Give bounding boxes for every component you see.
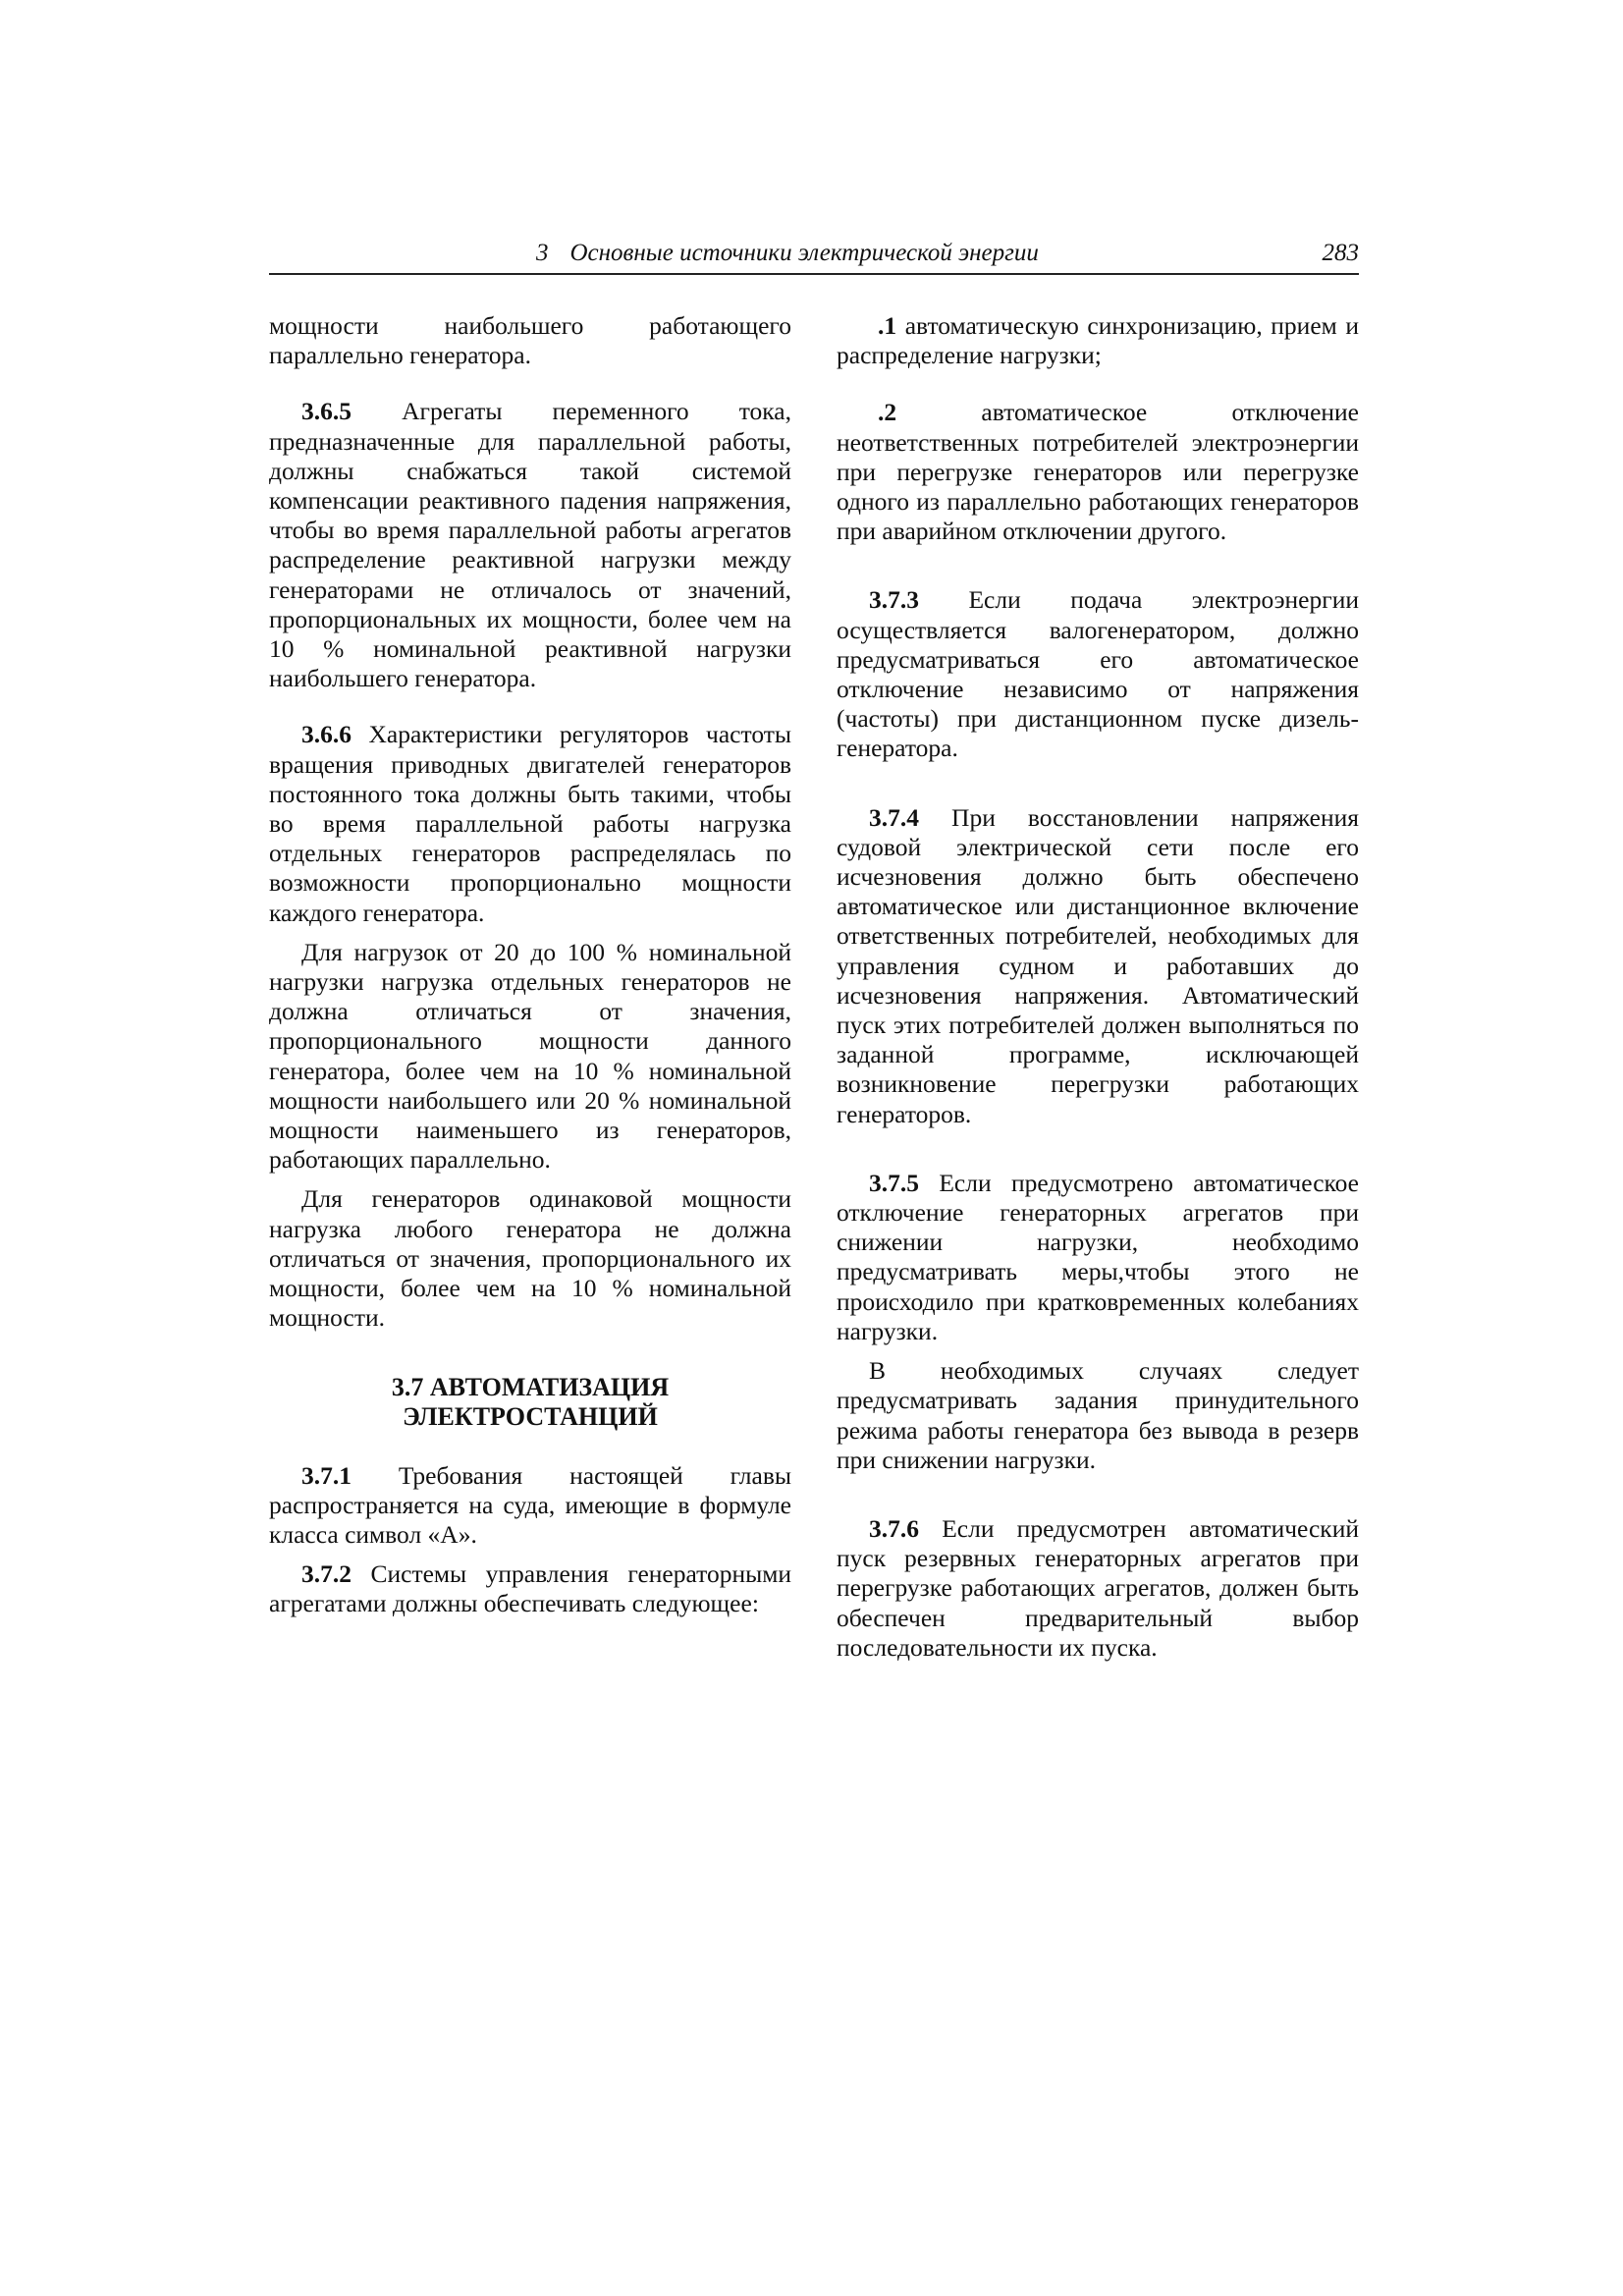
item-number: .2 [878, 398, 897, 427]
clause-number: 3.7.1 [301, 1460, 352, 1490]
clause-number: 3.6.5 [301, 397, 352, 426]
paragraph-3-7-3 [837, 585, 1359, 763]
paragraph-3-7-1 [269, 1461, 791, 1551]
chapter-number: 3 [536, 240, 549, 266]
list-item-1 [837, 311, 1359, 370]
paragraph-3-7-5 [837, 1169, 1359, 1346]
paragraph-continuation: мощности наибольшего работающего параллельно генератора. [269, 311, 791, 370]
running-header [269, 236, 1359, 275]
clause-number: 3.6.6 [301, 720, 352, 749]
clause-text: Если предусмотрен автоматический пуск резервных генераторных агрегатов при перегрузке работающих агрегатов, должен быть обеспечен предварительный выбор последовательности их пуска. [837, 1513, 1359, 1662]
clause-text: Агрегаты переменного тока, предназначенные для параллельной работы, должны снабжаться такой системой компенсации реактивного падения напряжения, чтобы во время параллельной работы агрегатов распределение реактивной нагрузки между генераторами не отличалось от значений, пропорциональных их мощности, более чем на 10 % номинальной реактивной нагрузки наибольшего генератора. [269, 397, 792, 693]
clause-text: Характеристики регуляторов частоты вращения приводных двигателей генераторов постоянного тока должны быть такими, чтобы во время параллельной работы нагрузка отдельных генераторов распределялась по возможности пропорционально мощности каждого генератора. [269, 720, 792, 927]
item-number: .1 [878, 311, 897, 340]
section-heading [269, 1373, 791, 1432]
clause-number: 3.7.2 [301, 1559, 352, 1589]
page-number: 283 [1322, 240, 1359, 266]
paragraph-3-7-5-reserve: В необходимых случаях следует предусматривать задания принудительного режима работы генератора без вывода в резерв при снижении нагрузки. [837, 1356, 1359, 1474]
chapter-title: Основные источники электрической энергии [569, 240, 1039, 266]
paragraph-3-6-6-equal: Для генераторов одинаковой мощности нагрузка любого генератора не должна отличаться от значения, пропорционального их мощности, более чем на 10 % номинальной мощности. [269, 1184, 791, 1333]
paragraph-3-6-6 [269, 720, 791, 927]
clause-text: Требования настоящей главы распространяется на суда, имеющие в формуле класса символ «А». [269, 1460, 791, 1549]
paragraph-3-7-4 [837, 803, 1359, 1129]
paragraph-3-6-6-loads: Для нагрузок от 20 до 100 % номинальной нагрузки нагрузка отдельных генераторов не должна отличаться от значения, пропорционального мощности данного генератора, более чем на 10 % номинальной мощности наибольшего или 20 % номинальной мощности наименьшего из генераторов, работающих параллельно. [269, 937, 791, 1175]
list-item-2 [837, 398, 1359, 546]
clause-text: Если подача электроэнергии осуществляется валогенератором, должно предусматриваться его автоматическое отключение независимо от напряжения (частоты) при дистанционном пуске дизель-генератора. [837, 585, 1359, 763]
item-text: автоматическую синхронизацию, прием и распределение нагрузки; [837, 311, 1360, 370]
paragraph-3-7-2 [269, 1559, 791, 1618]
clause-text: При восстановлении напряжения судовой электрической сети после его исчезновения должно быть обеспечено автоматическое или дистанционное включение ответственных потребителей, необходимых для управления судном и работавших до исчезновения напряжения. Автоматический пуск этих потребителей должен выполняться по заданной программе, исключающей возникновение перегрузки работающих генераторов. [837, 802, 1360, 1128]
section-heading-line1: 3.7 АВТОМАТИЗАЦИЯ [391, 1372, 670, 1401]
section-heading-line2: ЭЛЕКТРОСТАНЦИЙ [403, 1401, 658, 1431]
running-title [536, 240, 1039, 267]
clause-number: 3.7.6 [869, 1513, 919, 1543]
paragraph-3-6-5 [269, 397, 791, 693]
clause-number: 3.7.3 [869, 585, 919, 615]
clause-text: Системы управления генераторными агрегатами должны обеспечивать следующее: [269, 1559, 792, 1618]
item-text: автоматическое отключение неответственных потребителей электроэнергии при перегрузке генераторов или перегрузке одного из параллельно работающих генераторов при аварийном отключении другого. [837, 398, 1359, 546]
left-column [269, 311, 791, 1646]
right-column [837, 311, 1359, 1689]
clause-number: 3.7.5 [869, 1168, 919, 1197]
paragraph-3-7-6 [837, 1514, 1359, 1663]
clause-text: Если предусмотрено автоматическое отключение генераторных агрегатов при снижении нагрузки, необходимо предусматривать меры,чтобы этого не происходило при кратковременных колебаниях нагрузки. [837, 1168, 1360, 1345]
clause-number: 3.7.4 [869, 802, 919, 832]
